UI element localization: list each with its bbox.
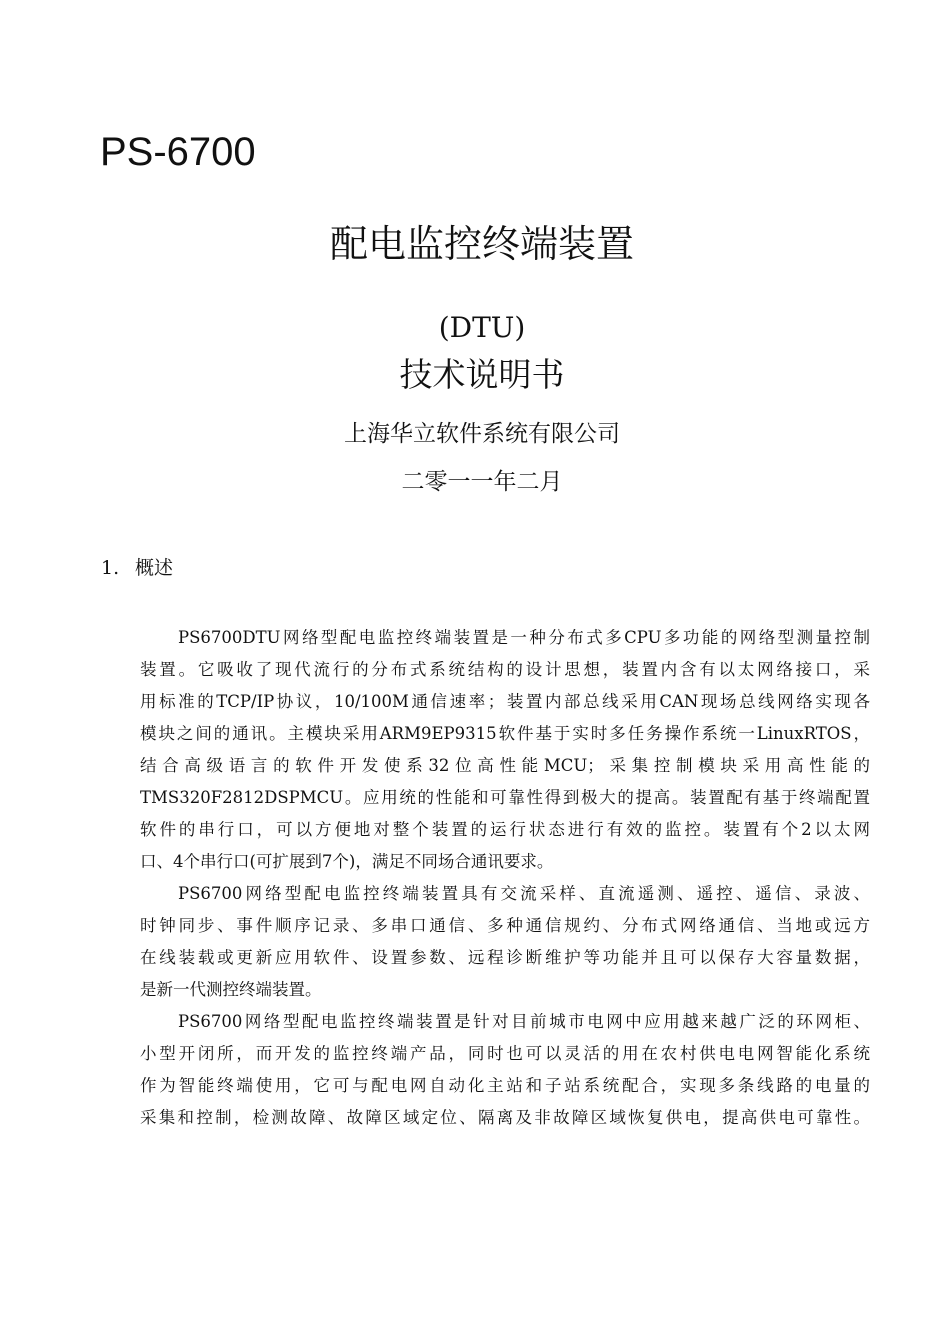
paragraph-3-line: 小型开闭所，而开发的监控终端产品，同时也可以灵活的用在农村供电电网智能化系统	[140, 1044, 870, 1063]
paragraph-3-line: 作为智能终端使用，它可与配电网自动化主站和子站系统配合，实现多条线路的电量的	[140, 1076, 870, 1095]
paragraph-3-line: PS6700网络型配电监控终端装置是针对目前城市电网中应用越来越广泛的环网柜、	[178, 1012, 870, 1031]
section-heading	[101, 553, 173, 583]
paragraph-1-line: 用标准的TCP/IP协议，10/100M通信速率；装置内部总线采用CAN现场总线网络实现各	[140, 692, 870, 711]
paragraph-3-line: 采集和控制，检测故障、故障区域定位、隔离及非故障区域恢复供电，提高供电可靠性。	[140, 1108, 870, 1127]
company-name: 上海华立软件系统有限公司	[344, 421, 620, 447]
product-model: PS-6700	[100, 130, 256, 174]
document-title: 配电监控终端装置	[329, 222, 634, 266]
paragraph-2-line: PS6700网络型配电监控终端装置具有交流采样、直流遥测、遥控、遥信、录波、	[178, 884, 870, 903]
paragraph-1-line: 装置。它吸收了现代流行的分布式系统结构的设计思想，装置内含有以太网络接口，采	[140, 660, 870, 679]
section-number: 1.	[101, 557, 120, 579]
paragraph-1-line: 口、4个串行口(可扩展到7个)，满足不同场合通讯要求。	[140, 852, 554, 871]
paragraph-1-line: TMS320F2812DSPMCU。应用统的性能和可靠性得到极大的提高。装置配有基于终端配置	[140, 788, 870, 807]
paragraph-1-line: 结合高级语言的软件开发使系32位高性能MCU；采集控制模块采用高性能的	[140, 756, 870, 775]
document-subtitle: 技术说明书	[399, 355, 565, 394]
body-text	[140, 622, 870, 1134]
paragraph-1-line: 模块之间的通讯。主模块采用ARM9EP9315软件基于实时多任务操作系统一LinuxRTOS，	[140, 724, 870, 743]
paragraph-2-line: 是新一代测控终端装置。	[140, 980, 322, 999]
paragraph-2-line: 时钟同步、事件顺序记录、多串口通信、多种通信规约、分布式网络通信、当地或远方	[140, 916, 870, 935]
paragraph-1-line: PS6700DTU网络型配电监控终端装置是一种分布式多CPU多功能的网络型测量控制	[178, 628, 870, 647]
section-title: 概述	[135, 557, 174, 579]
paragraph-1-line: 软件的串行口，可以方便地对整个装置的运行状态进行有效的监控。装置有个2以太网	[140, 820, 870, 839]
paragraph-2-line: 在线装载或更新应用软件、设置参数、远程诊断维护等功能并且可以保存大容量数据，	[140, 948, 870, 967]
document-abbreviation: (DTU)	[438, 311, 526, 344]
document-date: 二零一一年二月	[401, 469, 563, 495]
